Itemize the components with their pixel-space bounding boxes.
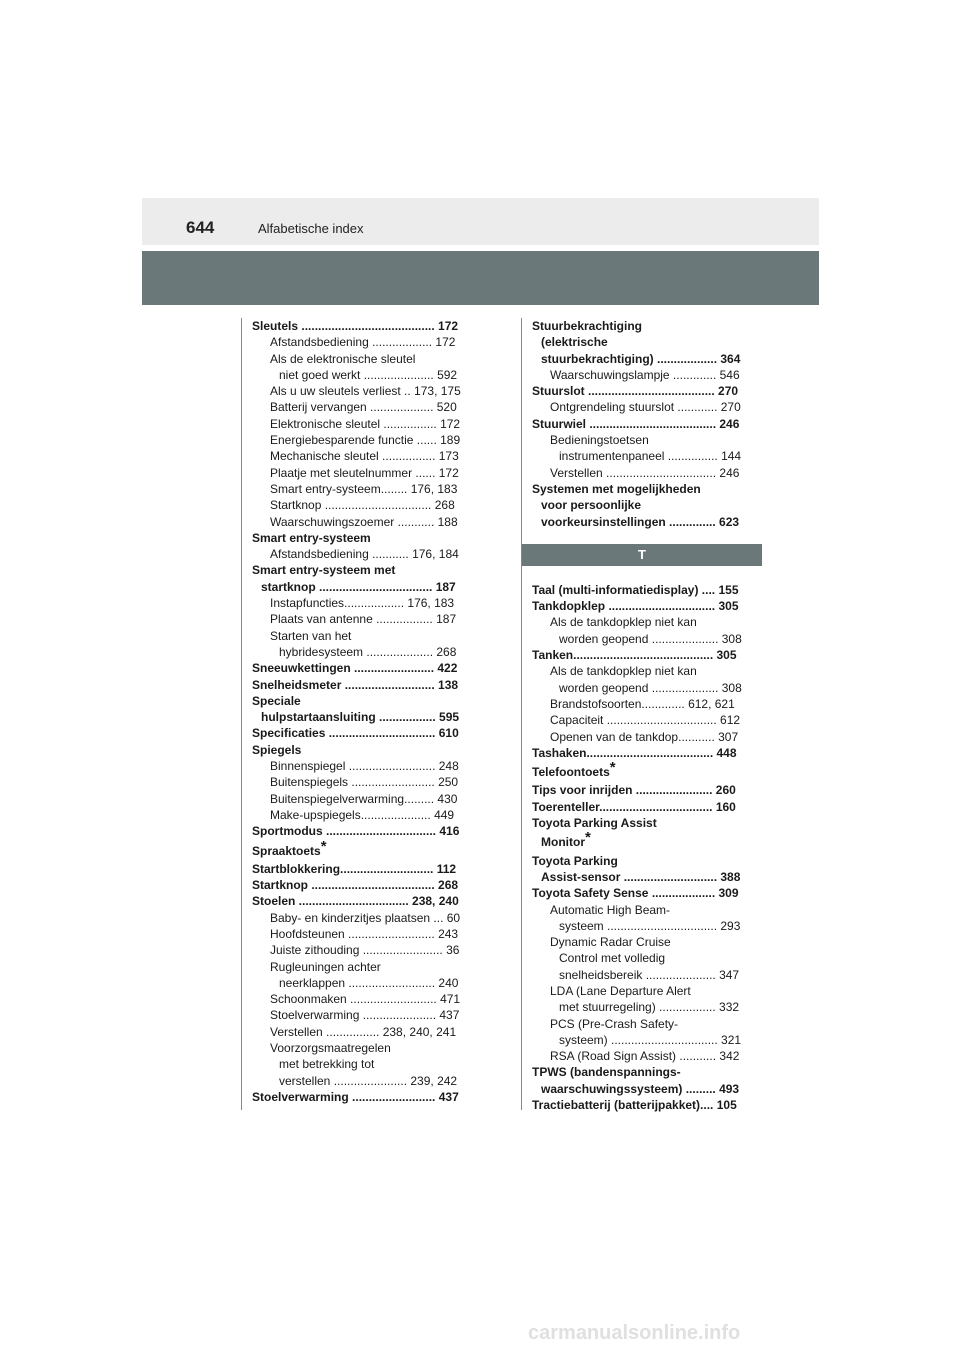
index-entry-text: Mechanische sleutel ................ 173	[270, 449, 459, 464]
index-entry-text: Batterij vervangen ................... 520	[270, 400, 457, 415]
index-entry-text: Hoofdsteunen .......................... 243	[270, 926, 459, 941]
index-entry	[252, 628, 484, 644]
index-entry-text: Tashaken...................................... 448	[532, 745, 737, 760]
index-entry-text: Stuurwiel ...................................... 246	[532, 416, 740, 431]
index-entry	[252, 448, 484, 464]
index-entry-text: Baby- en kinderzitjes plaatsen ... 60	[270, 910, 461, 925]
letter-heading: T	[522, 544, 762, 566]
footnote-asterisk: *	[320, 837, 327, 855]
index-entry	[252, 837, 484, 859]
index-entry	[252, 595, 484, 611]
index-entry-text: Assist-sensor ............................ 388	[541, 869, 741, 884]
index-entry-text: PCS (Pre-Crash Safety-	[550, 1016, 679, 1031]
index-entry	[252, 758, 484, 774]
index-entry	[252, 497, 484, 513]
index-group-s-continued	[532, 318, 762, 530]
footnote-asterisk: *	[585, 829, 591, 847]
index-entry-text: neerklappen .......................... 240	[279, 975, 459, 990]
index-entry	[252, 1073, 484, 1089]
index-entry	[252, 546, 484, 562]
index-entry	[252, 877, 484, 893]
index-entry	[252, 562, 484, 578]
page-number: 644	[186, 218, 215, 237]
index-entry-text: RSA (Road Sign Assist) ........... 342	[550, 1049, 740, 1064]
index-entry-text: Buitenspiegelverwarming......... 430	[270, 791, 458, 806]
index-entry	[252, 318, 484, 334]
index-entry-text: Als de tankdopklep niet kan	[550, 664, 697, 679]
index-entry-text: Buitenspiegels ......................... 250	[270, 775, 459, 790]
index-entry-text: Stoelverwarming ......................... 437	[252, 1089, 459, 1104]
index-group-t	[532, 582, 762, 1114]
index-entry-text: Instapfuncties.................. 176, 183	[270, 596, 455, 611]
index-entry-text: Spiegels	[252, 742, 302, 757]
index-entry	[532, 598, 762, 614]
index-entry-text: Verstellen ................................. 246	[550, 465, 740, 480]
index-entry	[252, 693, 484, 709]
index-entry-text: Specificaties ................................ 610	[252, 726, 459, 741]
index-entry-text: instrumentenpaneel ............... 144	[559, 449, 742, 464]
index-entry-text: Snelheidsmeter ........................... 138	[252, 677, 459, 692]
index-entry-text: Toerenteller.................................. 160	[532, 799, 736, 814]
index-entry-text: Speciale	[252, 693, 301, 708]
index-entry-text: hulpstartaansluiting ................. 595	[261, 710, 460, 725]
index-entry-text: Control met volledig	[559, 951, 666, 966]
index-entry	[252, 861, 484, 877]
index-entry-text: niet goed werkt ..................... 592	[279, 367, 458, 382]
index-entry	[532, 815, 762, 831]
index-entry	[252, 959, 484, 975]
index-entry-text: Tips voor inrijden ....................... 260	[532, 783, 736, 798]
index-entry	[252, 432, 484, 448]
index-entry	[532, 967, 762, 983]
index-entry	[252, 742, 484, 758]
index-entry-text: Tanken.......................................... 305	[532, 648, 737, 663]
index-entry	[532, 1032, 762, 1048]
index-entry	[532, 885, 762, 901]
index-entry	[252, 1024, 484, 1040]
index-entry-text: Plaats van antenne ................. 187	[270, 612, 457, 627]
index-entry-text: Startknop ................................ 268	[270, 498, 455, 513]
watermark: carmanualsonline.info	[528, 1322, 741, 1344]
index-entry-text: voorkeursinstellingen .............. 623	[541, 514, 740, 529]
index-entry-text: Energiebesparende functie ...... 189	[270, 433, 461, 448]
index-entry	[252, 991, 484, 1007]
index-entry	[532, 647, 762, 663]
index-entry	[532, 334, 762, 350]
index-entry	[532, 934, 762, 950]
index-entry-text: Starten van het	[270, 628, 352, 643]
index-entry-text: Als de elektronische sleutel	[270, 351, 416, 366]
index-entry	[532, 782, 762, 798]
index-entry	[532, 918, 762, 934]
index-entry	[532, 680, 762, 696]
index-entry	[532, 631, 762, 647]
footnote-asterisk: *	[609, 759, 616, 777]
index-entry	[532, 1097, 762, 1113]
index-entry	[252, 367, 484, 383]
index-entry	[252, 1056, 484, 1072]
index-entry-text: Taal (multi-informatiedisplay) .... 155	[532, 582, 739, 597]
index-entry	[252, 660, 484, 676]
index-entry	[532, 696, 762, 712]
index-entry-text: Systemen met mogelijkheden	[532, 481, 701, 496]
index-entry	[252, 975, 484, 991]
index-entry-text: verstellen ...................... 239, 242	[279, 1073, 458, 1088]
index-entry-text: Smart entry-systeem	[252, 530, 371, 545]
index-entry	[532, 318, 762, 334]
index-entry-text: Waarschuwingszoemer ........... 188	[270, 514, 458, 529]
index-entry-text: stuurbekrachtiging) .................. 364	[541, 351, 741, 366]
index-entry-text: Voorzorgsmaatregelen	[270, 1041, 391, 1056]
index-entry	[252, 383, 484, 399]
index-entry	[532, 614, 762, 630]
header-band	[142, 198, 819, 245]
index-entry	[532, 712, 762, 728]
index-entry-text: Make-upspiegels..................... 449	[270, 807, 455, 822]
index-entry	[532, 950, 762, 966]
index-entry-text: Smart entry-systeem........ 176, 183	[270, 481, 458, 496]
index-entry-text: Stuurbekrachtiging	[532, 319, 643, 333]
index-entry-text: met stuurregeling) ................. 332	[559, 1000, 740, 1015]
index-entry-text: worden geopend .................... 308	[559, 680, 742, 695]
index-entry-text: Smart entry-systeem met	[252, 563, 396, 578]
index-entry	[252, 709, 484, 725]
index-entry-text: systeem) ................................ 321	[559, 1032, 742, 1047]
index-entry	[252, 530, 484, 546]
index-entry-text: Sneeuwkettingen ........................ 422	[252, 661, 458, 676]
index-entry-text: waarschuwingssysteem) ......... 493	[541, 1081, 740, 1096]
index-entry	[532, 745, 762, 761]
index-entry-text: Als u uw sleutels verliest .. 173, 175	[270, 384, 461, 399]
index-entry-text: systeem ................................. 293	[559, 918, 741, 933]
index-entry-text: Brandstofsoorten............. 612, 621	[550, 696, 735, 711]
index-entry-text: Elektronische sleutel ................ 172	[270, 416, 461, 431]
index-entry-text: Sportmodus ................................. 416	[252, 824, 460, 839]
index-entry	[252, 351, 484, 367]
index-entry	[252, 893, 484, 909]
index-entry	[252, 910, 484, 926]
index-entry-text: Monitor	[541, 835, 585, 850]
index-entry-text: Stoelverwarming ...................... 437	[270, 1008, 460, 1023]
index-entry-text: Als de tankdopklep niet kan	[550, 615, 697, 630]
index-entry	[532, 399, 762, 415]
index-entry-text: Telefoontoets	[532, 765, 610, 780]
index-entry	[252, 644, 484, 660]
index-entry	[532, 853, 762, 869]
index-entry-text: Rugleuningen achter	[270, 959, 381, 974]
index-entry	[532, 514, 762, 530]
section-band	[142, 251, 819, 305]
index-entry-text: voor persoonlijke	[541, 498, 642, 513]
index-entry	[252, 1040, 484, 1056]
index-entry	[252, 481, 484, 497]
index-entry	[532, 1016, 762, 1032]
index-entry-text: Toyota Parking	[532, 853, 618, 868]
index-entry-text: Waarschuwingslampje ............. 546	[550, 367, 740, 382]
index-entry	[532, 799, 762, 815]
index-entry-text: Openen van de tankdop........... 307	[550, 729, 739, 744]
index-entry	[252, 807, 484, 823]
index-entry-text: Ontgrendeling stuurslot ............ 270	[550, 400, 741, 415]
index-entry	[532, 1081, 762, 1097]
index-entry	[252, 399, 484, 415]
index-entry	[252, 677, 484, 693]
index-entry	[532, 416, 762, 432]
index-entry	[532, 351, 762, 367]
index-entry-text: Spraaktoets	[252, 843, 321, 858]
index-entry-text: Stoelen ................................. 238, 240	[252, 894, 459, 909]
index-entry	[532, 383, 762, 399]
index-entry	[532, 999, 762, 1015]
index-entry	[532, 432, 762, 448]
index-entry	[252, 725, 484, 741]
index-entry-text: hybridesysteem .................... 268	[279, 644, 457, 659]
index-entry-text: (elektrische	[541, 335, 608, 350]
index-entry	[252, 823, 484, 839]
index-entry	[532, 465, 762, 481]
index-entry	[532, 729, 762, 745]
index-entry-text: Juiste zithouding ........................ 36	[270, 943, 460, 958]
index-entry-text: Schoonmaken .......................... 471	[270, 992, 461, 1007]
index-entry	[252, 774, 484, 790]
index-entry-text: snelheidsbereik ..................... 347	[559, 967, 740, 982]
index-entry-text: Stuurslot ...................................... 270	[532, 384, 739, 399]
index-entry	[252, 334, 484, 350]
index-entry	[532, 367, 762, 383]
index-entry-text: Dynamic Radar Cruise	[550, 935, 671, 950]
section-title: Alfabetische index	[258, 221, 364, 236]
index-entry-text: Verstellen ................ 238, 240, 241	[270, 1024, 457, 1039]
index-entry-text: met betrekking tot	[279, 1057, 375, 1072]
index-entry	[532, 481, 762, 497]
index-entry-text: Toyota Safety Sense ................... 309	[532, 886, 739, 901]
index-entry-text: Startknop ..................................... 268	[252, 878, 459, 893]
index-entry-text: Capaciteit ................................. 612	[550, 713, 741, 728]
index-entry	[532, 983, 762, 999]
index-entry-text: Tankdopklep ................................ 305	[532, 599, 739, 614]
index-entry-text: Binnenspiegel .......................... 248	[270, 759, 459, 774]
index-entry	[252, 791, 484, 807]
index-entry	[252, 514, 484, 530]
index-entry	[532, 1064, 762, 1080]
index-entry	[252, 465, 484, 481]
index-entry-text: Tractiebatterij (batterijpakket).... 105	[532, 1098, 737, 1113]
index-column-right	[521, 318, 762, 1113]
index-entry-text: worden geopend .................... 308	[559, 631, 742, 646]
index-entry	[532, 869, 762, 885]
index-entry	[252, 1089, 484, 1105]
index-entry	[252, 942, 484, 958]
index-entry	[532, 663, 762, 679]
index-entry	[532, 1048, 762, 1064]
index-entry-text: Plaatje met sleutelnummer ...... 172	[270, 465, 459, 480]
index-entry-text: Automatic High Beam-	[550, 902, 671, 917]
index-entry	[252, 926, 484, 942]
index-entry	[252, 416, 484, 432]
index-entry	[532, 829, 762, 850]
index-entry-text: Afstandsbediening ........... 176, 184	[270, 547, 459, 562]
index-entry	[532, 902, 762, 918]
index-entry-text: Toyota Parking Assist	[532, 816, 657, 831]
index-entry-text: Bedieningstoetsen	[550, 433, 649, 448]
index-entry	[252, 579, 484, 595]
index-entry	[252, 611, 484, 627]
index-column-left	[241, 318, 484, 1110]
index-entry-text: Startblokkering............................ 112	[252, 861, 457, 876]
index-entry-text: Afstandsbediening .................. 172	[270, 335, 456, 350]
index-entry-text: LDA (Lane Departure Alert	[550, 983, 691, 998]
index-entry	[532, 497, 762, 513]
index-entry	[252, 1007, 484, 1023]
index-entry	[532, 582, 762, 598]
index-entry	[532, 759, 762, 780]
index-entry-text: TPWS (bandenspannings-	[532, 1065, 681, 1080]
index-entry-text: Sleutels ........................................ 172	[252, 319, 459, 333]
index-entry	[532, 448, 762, 464]
index-entry-text: startknop .................................. 187	[261, 579, 456, 594]
